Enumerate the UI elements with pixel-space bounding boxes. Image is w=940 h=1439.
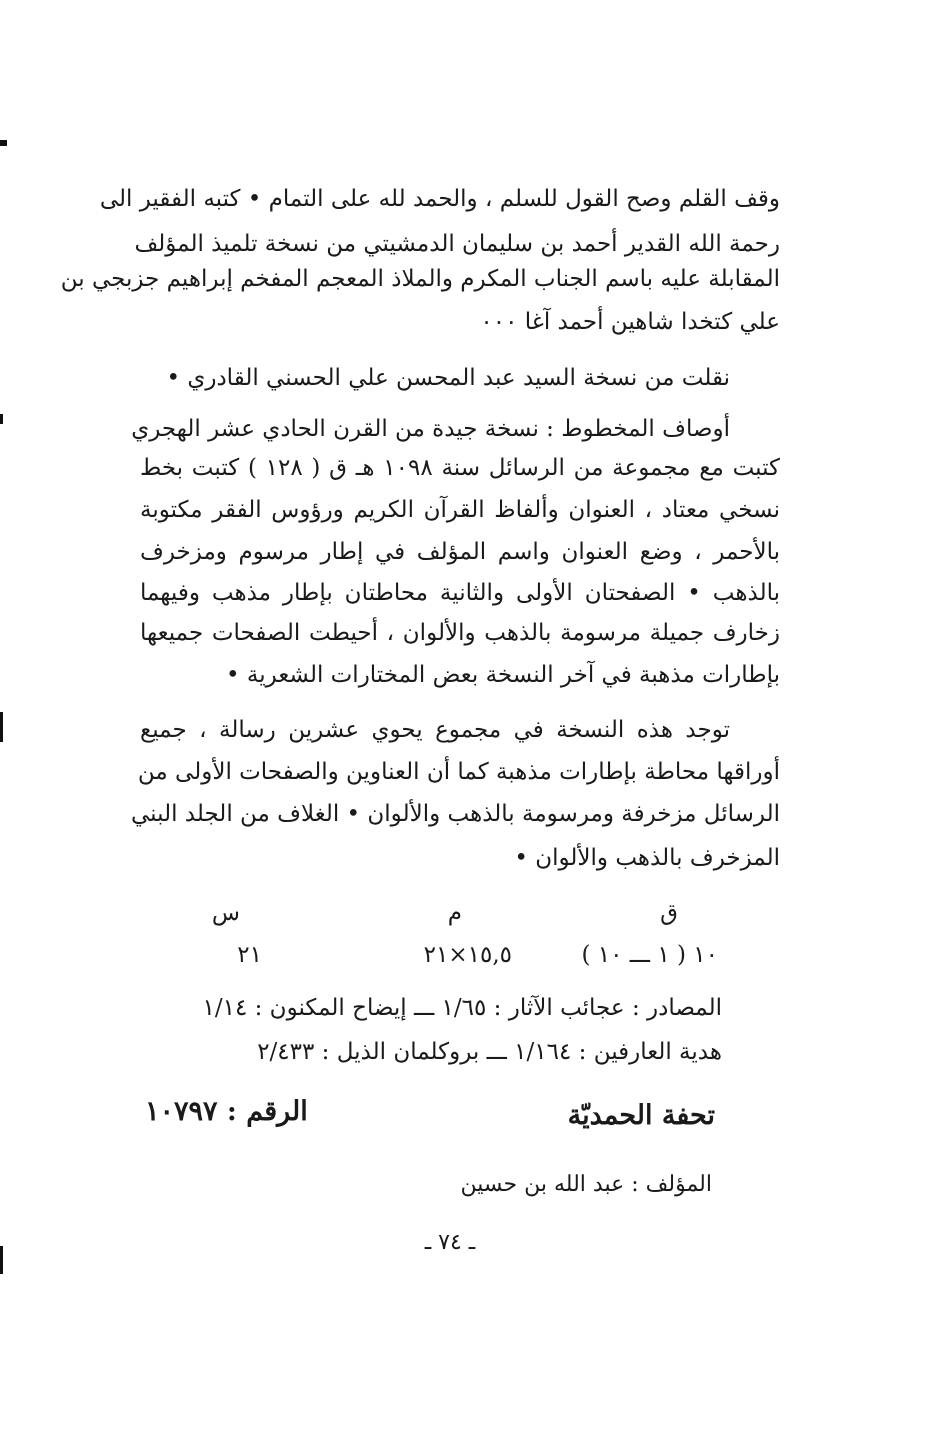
scan-mark (0, 414, 3, 424)
scan-mark (0, 712, 3, 742)
text-line: المقابلة عليه باسم الجناب المكرم والملاذ المعجم المفخم إبراهيم جزبجي بن (60, 266, 780, 292)
text-line: الرسائل مزخرفة ومرسومة بالذهب والألوان • الغلاف من الجلد البني (131, 801, 780, 827)
text-line: كتبت مع مجموعة من الرسائل سنة ١٠٩٨ هـ ق ( ١٢٨ ) كتبت بخط (140, 455, 780, 481)
text-line: هدية العارفين : ١/١٦٤ ـــ بروكلمان الذيل : ٢/٤٣٣ (257, 1039, 722, 1065)
text-line: علي كتخدا شاهين أحمد آغا ٠٠٠ (480, 309, 780, 335)
stat-value-s: ٢١ (237, 942, 262, 968)
copied-from-note: نقلت من نسخة السيد عبد المحسن علي الحسني القادري • (166, 365, 730, 391)
text-line: أوراقها محاطة بإطارات مذهبة كما أن العناوين والصفحات الأولى من (137, 759, 780, 785)
entry-number: الرقم : ١٠٧٩٧ (145, 1096, 308, 1127)
text-line: بالأحمر ، وضع العنوان واسم المؤلف في إطار مرسوم ومزخرف (140, 539, 780, 565)
stat-value-q: ١٠ ( ١ ـــ ١٠ ) (581, 942, 718, 968)
text-line: زخارف جميلة مرسومة بالذهب والألوان ، أحيطت الصفحات جميعها (140, 620, 780, 646)
text-line: بالذهب • الصفحتان الأولى والثانية محاطتان بإطار مذهب وفيهما (140, 580, 780, 606)
text-line: وقف القلم وصح القول للسلم ، والحمد لله على التمام • كتبه الفقير الى (99, 186, 780, 212)
stat-header-m: م (447, 900, 462, 926)
text-line: رحمة الله القدير أحمد بن سليمان الدمشيتي من نسخة تلميذ المؤلف (134, 231, 780, 257)
text-line: المزخرف بالذهب والألوان • (514, 845, 780, 871)
entry-author: المؤلف : عبد الله بن حسين (460, 1172, 712, 1197)
entry-title: تحفة الحمديّة (567, 1100, 715, 1131)
scan-mark (0, 140, 7, 146)
page-number: ـ ٧٤ ـ (424, 1230, 476, 1255)
text-line: بإطارات مذهبة في آخر النسخة بعض المختارات الشعرية • (226, 662, 780, 688)
stat-header-q: ق (660, 900, 678, 926)
text-line: أوصاف المخطوط : نسخة جيدة من القرن الحادي عشر الهجري (131, 416, 730, 442)
text-line: المصادر : عجائب الآثار : ١/٦٥ ـــ إيضاح المكنون : ١/١٤ (202, 995, 722, 1021)
stat-header-s: س (211, 900, 240, 926)
text-line: توجد هذه النسخة في مجموع يحوي عشرين رسالة ، جميع (140, 717, 730, 743)
text-line: نسخي معتاد ، العنوان وألفاظ القرآن الكريم ورؤوس الفقر مكتوبة (140, 497, 780, 523)
stat-value-m: ١٥,٥×٢١ (423, 942, 512, 968)
